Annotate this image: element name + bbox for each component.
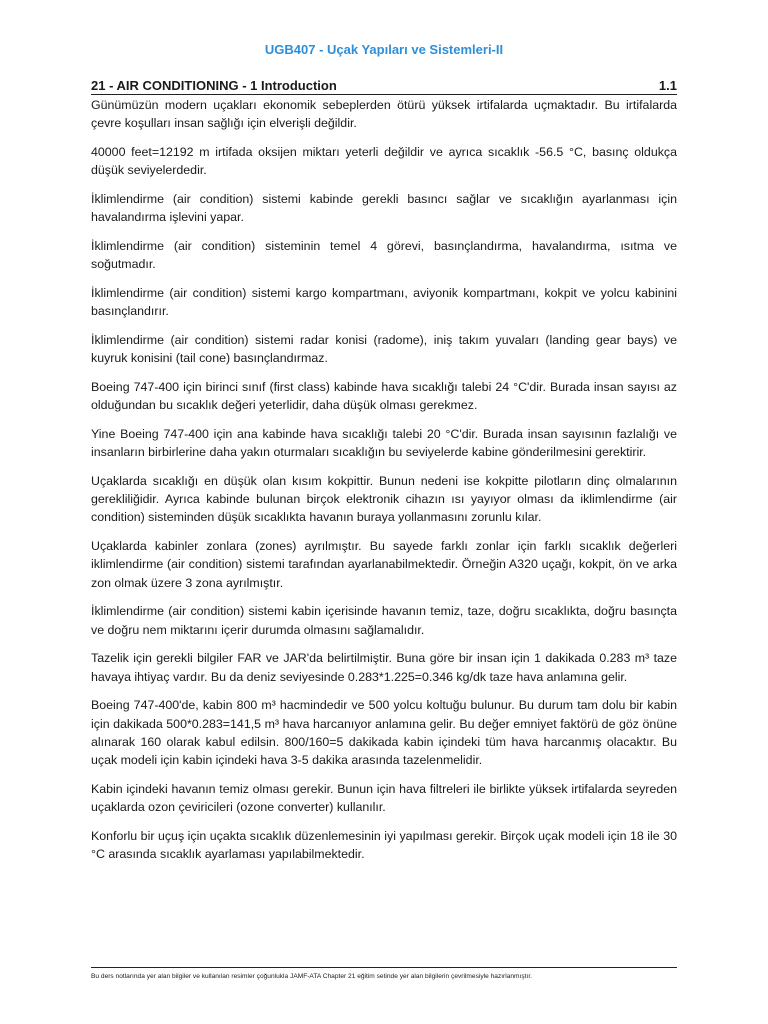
section-number: 1.1: [658, 78, 677, 93]
paragraph-cabin-volume: Boeing 747-400'de, kabin 800 m³ hacmindedir ve 500 yolcu koltuğu bulunur. Bu durum tam dolu bir kabin için dakikada 500*0.283=141,5 m³ hava harcanıyor anlamına gelir. Bu değer emniyet faktörü de göz önüne alınarak 160 olarak kabul edilsin. 800/160=5 dakikada kabin içindeki tüm hava harcanmış olacaktır. Bu uçak modeli için kabin içindeki hava 3-5 dakika arasında tazelenmelidir.: [91, 698, 677, 768]
footer-divider: [91, 967, 677, 968]
body-text: [91, 96, 677, 874]
paragraph-unpressurized-areas: İklimlendirme (air condition) sistemi radar konisi (radome), iniş takım yuvaları (landing gear bays) ve kuyruk konisini (tail cone) basınçlandırmaz.: [91, 332, 677, 366]
paragraph-zones: Uçaklarda kabinler zonlara (zones) ayrılmıştır. Bu sayede farklı zonlar için farklı sıcaklık değerleri iklimlendirme (air condition) sistemi tarafından ayarlanabilmektedir. Örneğin A320 uçağı, kokpit, ön ve arka zon olmak üzere 3 zona ayrılmıştır.: [91, 539, 677, 590]
section-header: [91, 78, 677, 95]
paragraph-altitude-conditions: 40000 feet=12192 m irtifada oksijen miktarı yeterli değildir ve ayrıca sıcaklık -56.5 °C, basınç oldukça düşük seviyelerdedir.: [91, 144, 677, 178]
section-heading: 21 - AIR CONDITIONING - 1 Introduction: [91, 78, 337, 93]
paragraph-main-tasks: İklimlendirme (air condition) sisteminin temel 4 görevi, basınçlandırma, havalandırma, ısıtma ve soğutmadır.: [91, 238, 677, 272]
paragraph-air-quality: İklimlendirme (air condition) sistemi kabin içerisinde havanın temiz, taze, doğru sıcaklıkta, doğru basınçta ve doğru nem miktarını içerir durumda olmasını sağlamalıdır.: [91, 604, 677, 637]
paragraph-fresh-air: Tazelik için gerekli bilgiler FAR ve JAR'da belirtilmiştir. Buna göre bir insan için 1 dakikada 0.283 m³ taze havaya ihtiyaç vardır. Bu da deniz seviyesinde 0.283*1.225=0.346 kg/dk taze hava anlamına gelir.: [91, 651, 677, 684]
paragraph-pressurized-areas: İklimlendirme (air condition) sistemi kargo kompartmanı, aviyonik kompartmanı, kokpit ve yolcu kabinini basınçlandırır.: [91, 285, 677, 319]
footer-note: Bu ders notlarında yer alan bilgiler ve kullanılan resimler çoğunlukla JAMF-ATA Chapter 21 eğitim setinde yer alan bilgilerin çevrilmesiyle hazırlanmıştır.: [91, 973, 532, 980]
paragraph-filters: Kabin içindeki havanın temiz olması gerekir. Bunun için hava filtreleri ile birlikte yüksek irtifalarda seyreden uçaklarda ozon çeviricileri (ozone converter) kullanılır.: [91, 781, 677, 815]
paragraph-system-function: İklimlendirme (air condition) sistemi kabinde gerekli basıncı sağlar ve sıcaklığın ayarlanması için havalandırma işlevini yapar.: [91, 191, 677, 225]
document-title: UGB407 - Uçak Yapıları ve Sistemleri-II: [264, 42, 504, 57]
paragraph-comfort: Konforlu bir uçuş için uçakta sıcaklık düzenlemesinin iyi yapılması gerekir. Birçok uçak modeli için 18 ile 30 °C arasında sıcaklık ayarlaması yapılabilmektedir.: [91, 828, 677, 862]
paragraph-cockpit-temp: Uçaklarda sıcaklığı en düşük olan kısım kokpittir. Bunun nedeni ise kokpitte pilotların dinç olmalarının gerekliliğidir. Ayrıca kabinde bulunan birçok elektronik cihazın ısı yayıyor olması da iklimlendirme (air condition) sisteminden düşük sıcaklıkta havanın buraya yollanmasını zorunlu kılar.: [91, 473, 677, 525]
paragraph-intro: Günümüzün modern uçakları ekonomik sebeplerden ötürü yüksek irtifalarda uçmaktadır. Bu irtifalarda çevre koşulları insan sağlığı için elverişli değildir.: [91, 98, 677, 131]
paragraph-main-cabin-temp: Yine Boeing 747-400 için ana kabinde hava sıcaklığı talebi 20 °C'dir. Burada insan sayısının fazlalığı ve insanların birbirlerine daha yakın oturmaları sıcaklığın bu seviyelerde kabine gönderilmesini gerektirir.: [91, 426, 677, 460]
paragraph-first-class-temp: Boeing 747-400 için birinci sınıf (first class) kabinde hava sıcaklığı talebi 24 °C'dir. Burada insan sayısı az olduğundan bu sıcaklık değeri yeterlidir, daha düşük olması gerekmez.: [91, 379, 677, 413]
